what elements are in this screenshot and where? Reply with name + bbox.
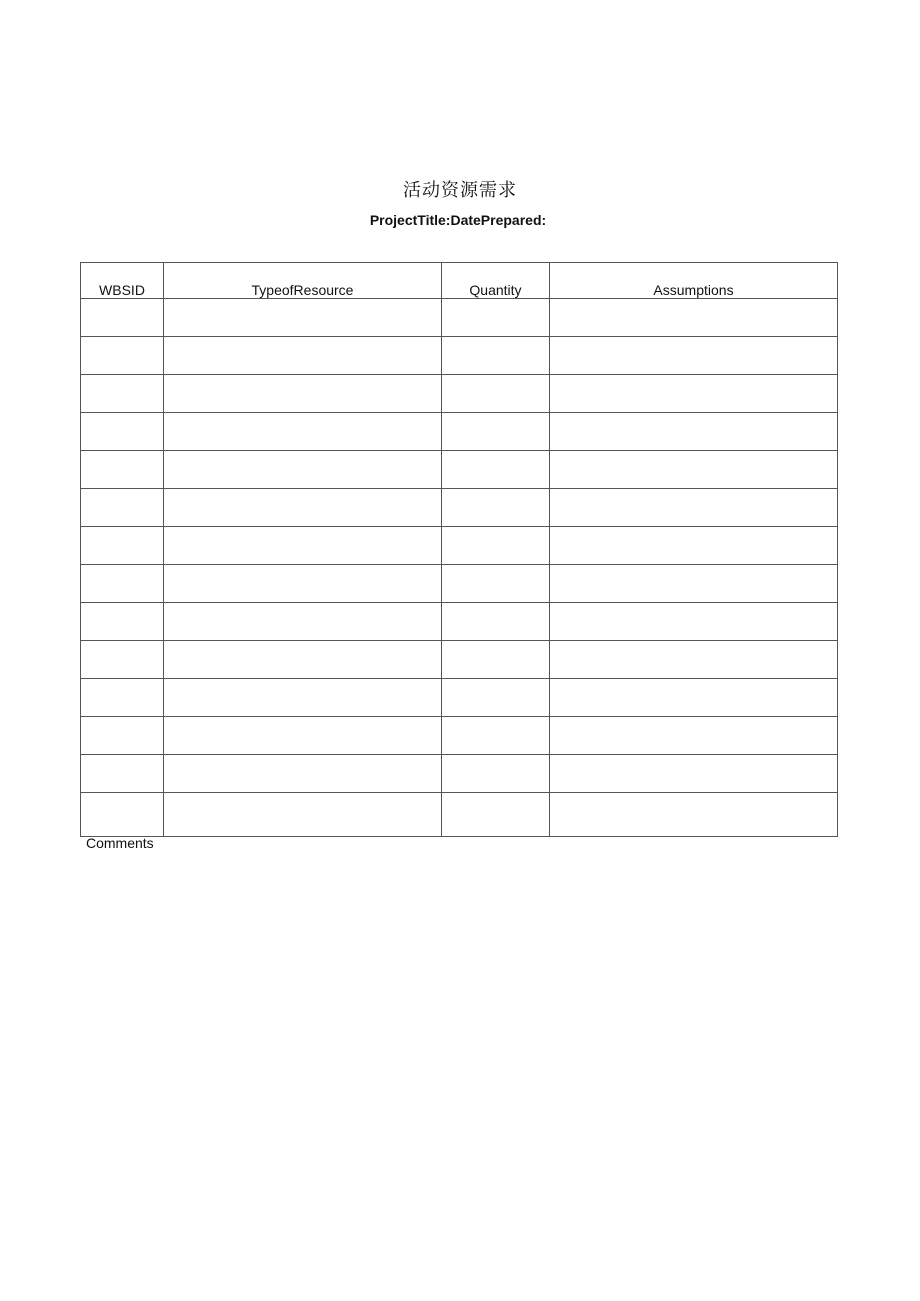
cell-wbs-id [81, 565, 164, 603]
table-row [81, 755, 838, 793]
cell-wbs-id [81, 717, 164, 755]
cell-wbs-id [81, 375, 164, 413]
cell-type-of-resource [164, 375, 442, 413]
cell-assumptions [550, 413, 838, 451]
cell-quantity [442, 489, 550, 527]
cell-assumptions [550, 793, 838, 837]
cell-assumptions [550, 717, 838, 755]
cell-quantity [442, 451, 550, 489]
document-title: 活动资源需求 [403, 180, 517, 201]
table-row [81, 717, 838, 755]
cell-quantity [442, 603, 550, 641]
cell-quantity [442, 717, 550, 755]
header-assumptions: Assumptions [550, 263, 838, 299]
cell-type-of-resource [164, 337, 442, 375]
cell-type-of-resource [164, 413, 442, 451]
cell-type-of-resource [164, 451, 442, 489]
cell-assumptions [550, 565, 838, 603]
cell-assumptions [550, 527, 838, 565]
cell-wbs-id [81, 793, 164, 837]
table-row [81, 679, 838, 717]
comments-label: Comments [86, 835, 154, 851]
cell-assumptions [550, 299, 838, 337]
table-row [81, 451, 838, 489]
cell-wbs-id [81, 337, 164, 375]
table-row [81, 489, 838, 527]
cell-wbs-id [81, 413, 164, 451]
cell-quantity [442, 299, 550, 337]
cell-wbs-id [81, 679, 164, 717]
cell-assumptions [550, 375, 838, 413]
table-row [81, 641, 838, 679]
cell-type-of-resource [164, 603, 442, 641]
cell-assumptions [550, 679, 838, 717]
table-header-row [81, 263, 838, 299]
header-wbs-id: WBSID [81, 263, 164, 299]
cell-quantity [442, 375, 550, 413]
cell-wbs-id [81, 489, 164, 527]
resource-requirements-table [80, 262, 838, 837]
cell-quantity [442, 641, 550, 679]
table-row [81, 527, 838, 565]
header-quantity: Quantity [442, 263, 550, 299]
cell-type-of-resource [164, 299, 442, 337]
cell-type-of-resource [164, 527, 442, 565]
table-row [81, 565, 838, 603]
cell-wbs-id [81, 755, 164, 793]
table-body [81, 299, 838, 837]
cell-wbs-id [81, 299, 164, 337]
cell-assumptions [550, 755, 838, 793]
cell-quantity [442, 413, 550, 451]
cell-type-of-resource [164, 679, 442, 717]
cell-assumptions [550, 641, 838, 679]
cell-type-of-resource [164, 717, 442, 755]
cell-wbs-id [81, 603, 164, 641]
cell-assumptions [550, 603, 838, 641]
table-row [81, 299, 838, 337]
cell-type-of-resource [164, 793, 442, 837]
cell-assumptions [550, 337, 838, 375]
cell-quantity [442, 565, 550, 603]
cell-type-of-resource [164, 641, 442, 679]
table-row [81, 337, 838, 375]
table-row [81, 603, 838, 641]
table-row [81, 413, 838, 451]
header-type-of-resource: TypeofResource [164, 263, 442, 299]
cell-quantity [442, 337, 550, 375]
cell-assumptions [550, 451, 838, 489]
cell-type-of-resource [164, 755, 442, 793]
cell-wbs-id [81, 527, 164, 565]
cell-type-of-resource [164, 489, 442, 527]
document-subtitle: ProjectTitle:DatePrepared: [369, 212, 547, 228]
cell-wbs-id [81, 451, 164, 489]
cell-wbs-id [81, 641, 164, 679]
cell-assumptions [550, 489, 838, 527]
cell-quantity [442, 755, 550, 793]
cell-type-of-resource [164, 565, 442, 603]
table-row [81, 793, 838, 837]
table-row [81, 375, 838, 413]
cell-quantity [442, 527, 550, 565]
cell-quantity [442, 679, 550, 717]
cell-quantity [442, 793, 550, 837]
